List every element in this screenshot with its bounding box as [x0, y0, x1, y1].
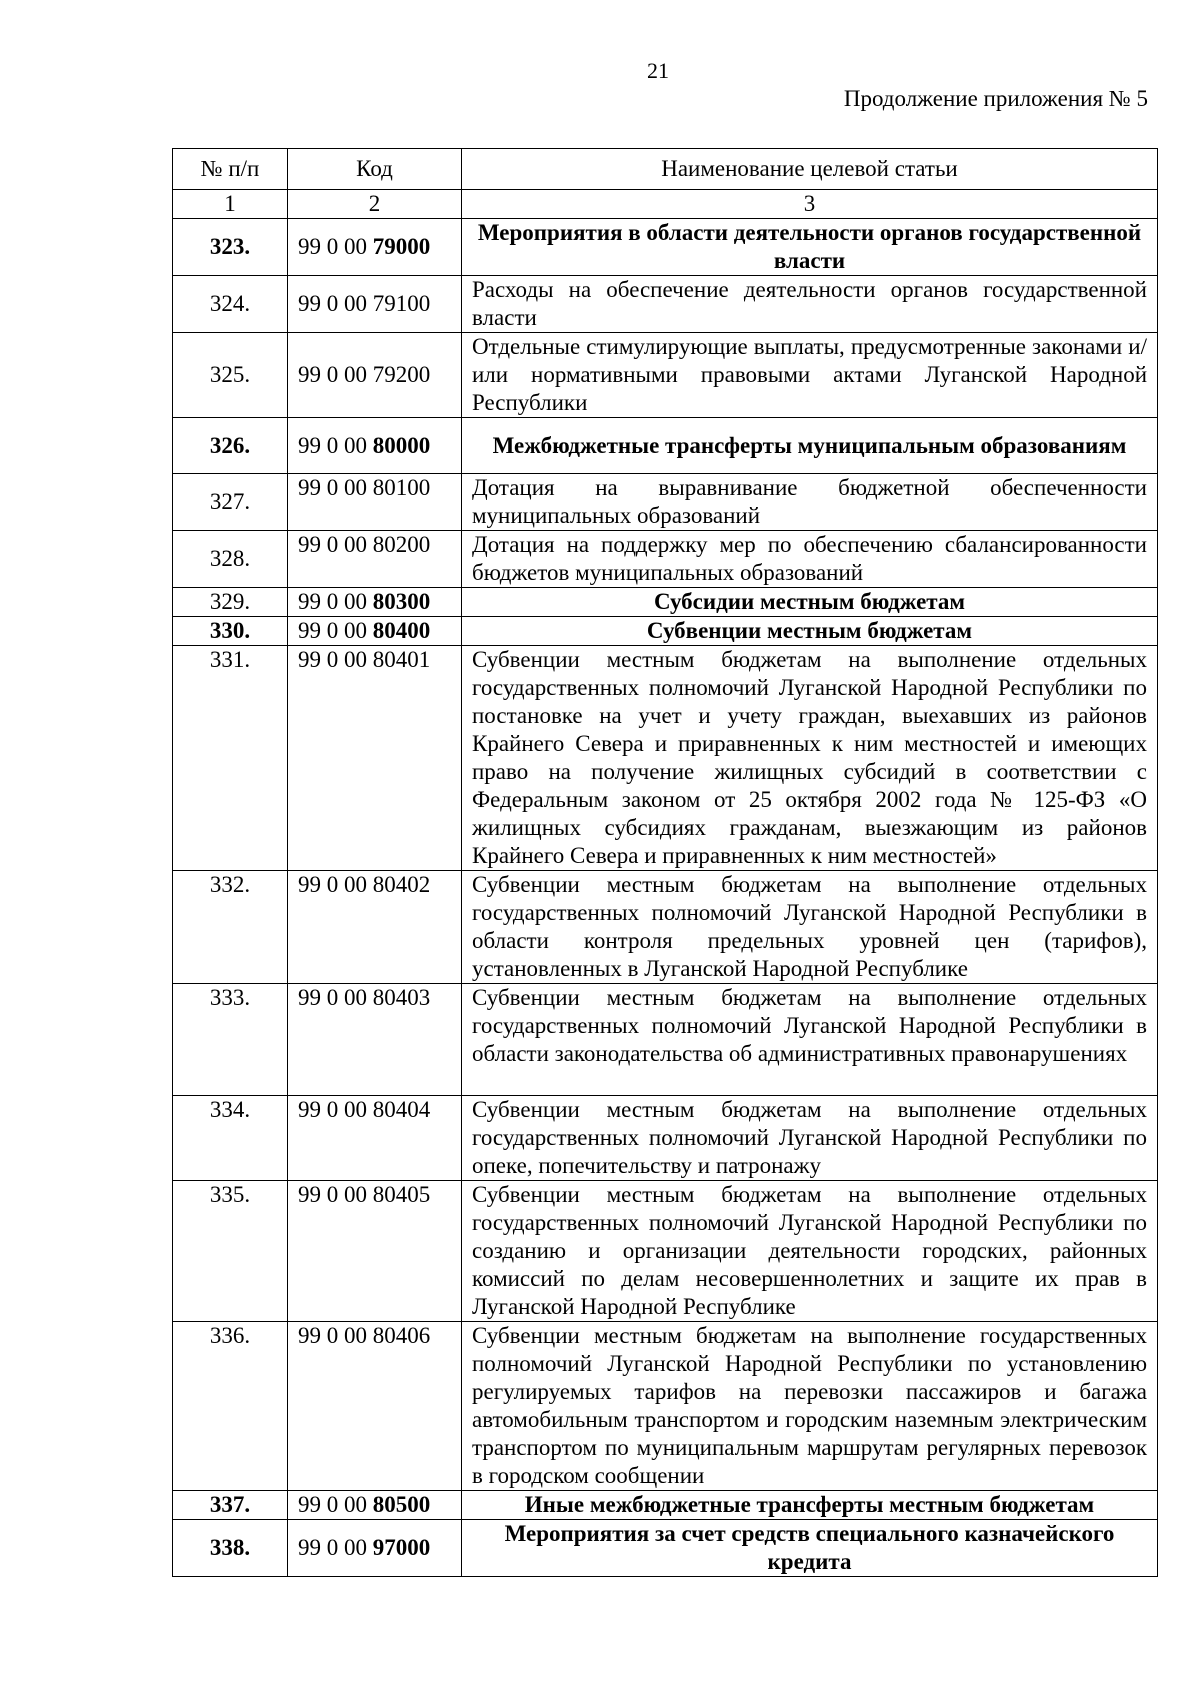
row-number: 334.	[173, 1096, 288, 1181]
row-name: Мероприятия в области деятельности органов государственной власти	[462, 219, 1158, 276]
table-row	[173, 588, 1158, 617]
table-row	[173, 276, 1158, 333]
row-name: Субвенции местным бюджетам	[462, 617, 1158, 646]
row-code	[288, 333, 462, 418]
code-suffix: 80400	[372, 618, 431, 643]
table-header-row	[173, 149, 1158, 190]
row-number: 335.	[173, 1181, 288, 1322]
row-code	[288, 1181, 462, 1322]
row-code	[288, 588, 462, 617]
table-row	[173, 1096, 1158, 1181]
table-row	[173, 1322, 1158, 1491]
row-number: 325.	[173, 333, 288, 418]
row-number: 331.	[173, 646, 288, 871]
row-name: Субвенции местным бюджетам на выполнение отдельных государственных полномочий Луганской Народной Республики по опеке, попечительству и патронажу	[462, 1096, 1158, 1181]
code-prefix: 99 0 00	[298, 475, 367, 500]
row-name: Иные межбюджетные трансферты местным бюджетам	[462, 1491, 1158, 1520]
code-suffix: 80404	[372, 1097, 431, 1122]
code-suffix: 80300	[372, 589, 431, 614]
row-number: 328.	[173, 531, 288, 588]
column-number: 1	[173, 190, 288, 219]
table-row	[173, 984, 1158, 1096]
code-suffix: 80500	[372, 1492, 431, 1517]
target-articles-table	[172, 148, 1158, 1577]
row-number: 337.	[173, 1491, 288, 1520]
table-row	[173, 474, 1158, 531]
code-suffix: 80200	[372, 532, 431, 557]
code-suffix: 80403	[372, 985, 431, 1010]
row-name: Субвенции местным бюджетам на выполнение отдельных государственных полномочий Луганской Народной Республики в области контроля предельных уровней цен (тарифов), установленных в Луганской Народной Республике	[462, 871, 1158, 984]
column-number-row	[173, 190, 1158, 219]
row-number: 326.	[173, 418, 288, 474]
row-name: Мероприятия за счет средств специального казначейского кредита	[462, 1520, 1158, 1577]
code-prefix: 99 0 00	[298, 432, 367, 458]
table-row	[173, 531, 1158, 588]
row-code	[288, 984, 462, 1096]
code-prefix: 99 0 00	[298, 1097, 367, 1122]
code-prefix: 99 0 00	[298, 589, 367, 614]
code-prefix: 99 0 00	[298, 1323, 367, 1348]
row-code	[288, 617, 462, 646]
row-code	[288, 1322, 462, 1491]
page-number: 21	[647, 58, 669, 83]
code-prefix: 99 0 00	[298, 291, 367, 316]
row-name: Межбюджетные трансферты муниципальным образованиям	[462, 418, 1158, 474]
table-row	[173, 617, 1158, 646]
annex-title: Продолжение приложения № 5	[843, 86, 1148, 111]
code-prefix: 99 0 00	[298, 532, 367, 557]
row-number: 327.	[173, 474, 288, 531]
row-name: Субвенции местным бюджетам на выполнение отдельных государственных полномочий Луганской Народной Республики по постановке на учет и учету граждан, выехавших из районов Крайнего Севера и приравненных к ним местностей и имеющих право на получение жилищных субсидий в соответствии с Федеральным законом от 25 октября 2002 года № 125-ФЗ «О жилищных субсидиях гражданам, выезжающим из районов Крайнего Севера и приравненных к ним местностей»	[462, 646, 1158, 871]
column-header-code: Код	[288, 149, 462, 190]
code-prefix: 99 0 00	[298, 618, 367, 643]
table-row	[173, 1520, 1158, 1577]
row-name: Субвенции местным бюджетам на выполнение отдельных государственных полномочий Луганской Народной Республики в области законодательства об административных правонарушениях	[462, 984, 1158, 1096]
code-prefix: 99 0 00	[298, 985, 367, 1010]
code-prefix: 99 0 00	[298, 872, 367, 897]
code-suffix: 80406	[372, 1323, 431, 1348]
code-suffix: 79100	[372, 291, 431, 316]
table-row	[173, 333, 1158, 418]
row-number: 323.	[173, 219, 288, 276]
row-number: 324.	[173, 276, 288, 333]
row-number: 330.	[173, 617, 288, 646]
row-number: 338.	[173, 1520, 288, 1577]
row-number: 329.	[173, 588, 288, 617]
row-code	[288, 531, 462, 588]
row-code	[288, 219, 462, 276]
row-number: 333.	[173, 984, 288, 1096]
code-prefix: 99 0 00	[298, 234, 367, 259]
code-suffix: 80401	[372, 647, 431, 672]
table-row	[173, 1181, 1158, 1322]
row-code	[288, 474, 462, 531]
row-name: Субсидии местным бюджетам	[462, 588, 1158, 617]
code-prefix: 99 0 00	[298, 362, 367, 387]
code-suffix: 97000	[372, 1535, 431, 1560]
row-code	[288, 871, 462, 984]
code-prefix: 99 0 00	[298, 1535, 367, 1560]
row-code	[288, 276, 462, 333]
code-suffix: 79200	[372, 362, 431, 387]
column-number: 3	[462, 190, 1158, 219]
code-prefix: 99 0 00	[298, 647, 367, 672]
row-name: Отдельные стимулирующие выплаты, предусмотренные законами и/или нормативными правовыми актами Луганской Народной Республики	[462, 333, 1158, 418]
row-number: 332.	[173, 871, 288, 984]
row-number: 336.	[173, 1322, 288, 1491]
code-suffix: 79000	[372, 234, 431, 259]
code-suffix: 80100	[372, 475, 431, 500]
table-row	[173, 871, 1158, 984]
row-name: Субвенции местным бюджетам на выполнение отдельных государственных полномочий Луганской Народной Республики по созданию и организации деятельности городских, районных комиссий по делам несовершеннолетних и защите их прав в Луганской Народной Республике	[462, 1181, 1158, 1322]
row-name: Дотация на выравнивание бюджетной обеспеченности муниципальных образований	[462, 474, 1158, 531]
row-code	[288, 1491, 462, 1520]
code-suffix: 80405	[372, 1182, 431, 1207]
row-code	[288, 1096, 462, 1181]
row-name: Расходы на обеспечение деятельности органов государственной власти	[462, 276, 1158, 333]
column-header-number: № п/п	[173, 149, 288, 190]
column-header-name: Наименование целевой статьи	[462, 149, 1158, 190]
row-code	[288, 1520, 462, 1577]
column-number: 2	[288, 190, 462, 219]
row-name: Дотация на поддержку мер по обеспечению сбалансированности бюджетов муниципальных образований	[462, 531, 1158, 588]
code-prefix: 99 0 00	[298, 1492, 367, 1517]
table-row	[173, 418, 1158, 474]
row-code	[288, 418, 462, 474]
code-suffix: 80000	[372, 432, 431, 458]
row-name: Субвенции местным бюджетам на выполнение государственных полномочий Луганской Народной Республики по установлению регулируемых тарифов на перевозки пассажиров и багажа автомобильным транспортом и городским наземным электрическим транспортом по муниципальным маршрутам регулярных перевозок в городском сообщении	[462, 1322, 1158, 1491]
table-row	[173, 219, 1158, 276]
code-prefix: 99 0 00	[298, 1182, 367, 1207]
table-row	[173, 646, 1158, 871]
row-code	[288, 646, 462, 871]
table-row	[173, 1491, 1158, 1520]
code-suffix: 80402	[372, 872, 431, 897]
